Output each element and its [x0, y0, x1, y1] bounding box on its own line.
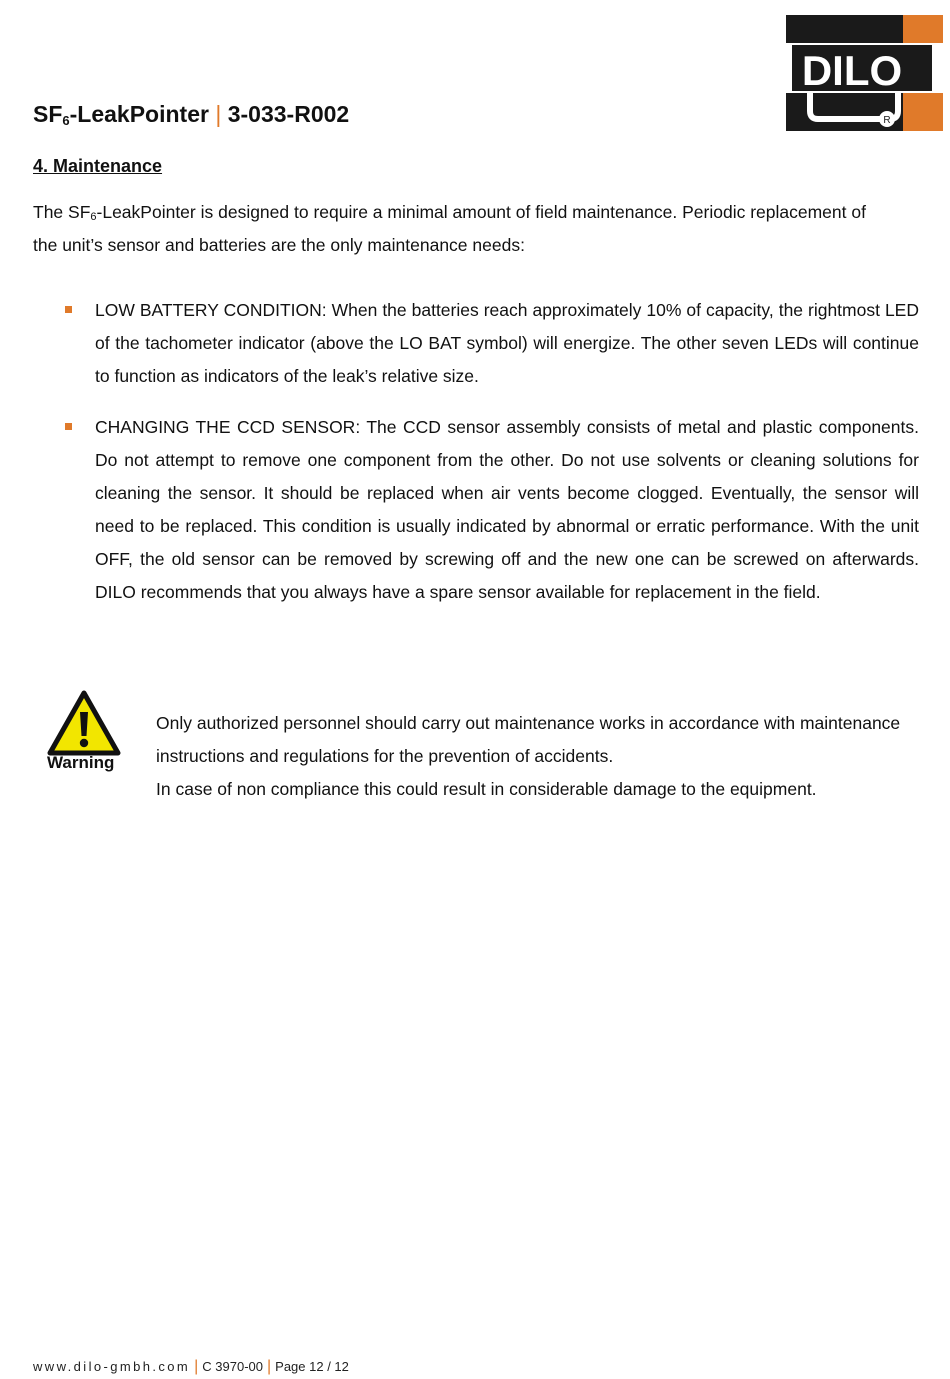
logo-registered-mark: R: [883, 115, 891, 126]
warning-line-noncompliance: In case of non compliance this could result in considerable damage to the equipment.: [156, 779, 817, 799]
footer-separator: |: [267, 1358, 272, 1375]
section-heading: 4. Maintenance: [33, 156, 163, 176]
logo-text: DILO: [801, 47, 903, 94]
bullet-changing-sensor: CHANGING THE CCD SENSOR: The CCD sensor assembly consists of metal and plastic components. Do not attempt to remove one component from the other. Do not use solvents or cleaning solutions for cleaning the sensor. It should be replaced when air vents become clogged. Eventually, the sensor will need to be replaced. This condition is usually indicated by abnormal or erratic performance. With the unit OFF, the old sensor can be removed by screwing off and the new one can be screwed on afterwards. DILO recommends that you always have a spare sensor available for replacement in the field.: [95, 417, 919, 602]
page-footer: [33, 1358, 349, 1376]
warning-triangle-icon: [47, 690, 121, 756]
warning-label: Warning: [47, 753, 115, 772]
title-product: -LeakPointer: [69, 101, 209, 127]
intro-text-start: The SF: [33, 202, 91, 222]
title-subscript: 6: [62, 113, 70, 128]
document-number: 3-033-R002: [227, 101, 350, 127]
title-prefix: SF: [33, 101, 63, 127]
footer-page-number: Page 12 / 12: [275, 1359, 349, 1374]
footer-website: www.dilo-gmbh.com: [33, 1359, 191, 1374]
title-separator: |: [215, 101, 222, 127]
warning-line-authorized: Only authorized personnel should carry out maintenance works in accordance with maintenance instructions and regulations for the prevention of accidents.: [156, 713, 901, 766]
intro-paragraph: [33, 196, 893, 262]
bullet-marker-icon: [65, 306, 72, 313]
bullet-marker-icon: [65, 423, 72, 430]
warning-text: [156, 707, 926, 806]
dilo-logo: [786, 15, 943, 131]
intro-text-end: -LeakPointer is designed to require a minimal amount of field maintenance. Periodic replacement of the unit’s sensor and batteries are the only maintenance needs:: [33, 202, 866, 255]
footer-doc-code: C 3970-00: [202, 1359, 263, 1374]
bullet-low-battery: LOW BATTERY CONDITION: When the batteries reach approximately 10% of capacity, the rightmost LED of the tachometer indicator (above the LO BAT symbol) will energize. The other seven LEDs will continue to function as indicators of the leak’s relative size.: [95, 300, 919, 386]
document-title: [33, 101, 349, 128]
footer-separator: |: [194, 1358, 199, 1375]
intro-subscript: 6: [90, 211, 97, 223]
